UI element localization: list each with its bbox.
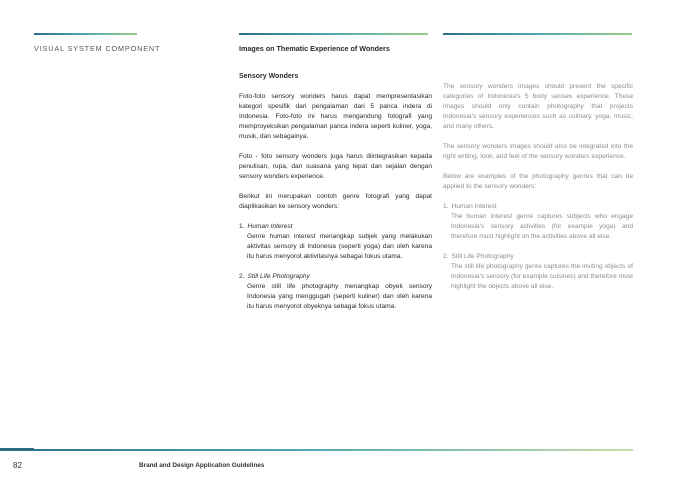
list-item xyxy=(443,252,633,292)
list-item-label xyxy=(239,222,432,232)
indonesian-column xyxy=(239,72,432,322)
en-paragraph-2: The sensory wonders images should also be integrated into the right writing, look, and feel of the sensory wonders experience. xyxy=(443,143,633,160)
english-column xyxy=(443,82,633,302)
list-number: 1. xyxy=(443,203,449,210)
section-label: VISUAL SYSTEM COMPONENT xyxy=(34,44,161,53)
genre-label: Human Interest xyxy=(247,223,293,230)
list-item-label xyxy=(443,252,633,262)
top-rule-middle xyxy=(239,33,428,35)
list-number: 2. xyxy=(443,253,449,260)
sensory-wonders-heading: Sensory Wonders xyxy=(239,73,299,80)
list-item xyxy=(239,222,432,262)
genre-label: Still Life Photography xyxy=(451,253,514,260)
list-item xyxy=(239,272,432,312)
page-title: Images on Thematic Experience of Wonders xyxy=(239,44,390,53)
id-paragraph-3: Berikut ini merupakan contoh genre fotografi yang dapat diaplikasikan ke sensory wonders: xyxy=(239,193,432,210)
list-item-label xyxy=(443,202,633,212)
genre-label: Human Interest xyxy=(451,203,497,210)
footer-doc-title: Brand and Design Application Guidelines xyxy=(139,462,265,469)
list-item-label xyxy=(239,272,432,282)
top-rule-right xyxy=(443,33,632,35)
en-paragraph-1: The sensory wonders images should present the specific categories of Indonesia's 5 body senses experience. These images should only contain photography that projects Indonesia's sensory experiences such as culinary, yoga, music, and many others. xyxy=(443,83,633,130)
list-item-description: Genre still life photography menangkap obyek sensory Indonesia yang menggugah (seperti kuliner) dan oleh karena itu harus menyorot obyeknya sebagai fokus utama. xyxy=(247,283,432,310)
page-number: 82 xyxy=(13,461,22,470)
list-number: 2. xyxy=(239,273,245,280)
footer-rule xyxy=(0,449,633,451)
en-paragraph-3: Below are examples of the photography genres that can be applied to the sensory wonders: xyxy=(443,173,633,190)
id-paragraph-1: Foto-foto sensory wonders harus dapat mempresentasikan kategori spesifik dari pengalaman dari 5 panca indera di Indonesia. Foto-foto ini harus mengandung fotografi yang memproyeksikan pengalaman panca indera seperti kuliner, yoga, musik, dan sebagainya. xyxy=(239,93,432,140)
list-number: 1. xyxy=(239,223,245,230)
top-rule-left xyxy=(34,33,137,35)
list-item-description: The still life photography genre captures the inviting objects of Indonesia's sensory (for example cuisines) and therefore must highlight the objects above all else. xyxy=(451,263,633,290)
list-item xyxy=(443,202,633,242)
footer-rule-accent xyxy=(0,448,34,451)
list-item-description: The human interest genre captures subjects who engage Indonesia's sensory activities (for example yoga) and therefore must highlight on the activities above all else. xyxy=(451,213,633,240)
list-item-description: Genre human interest menangkap subjek yang melakukan aktivitas sensory di Indonesia (seperti yoga) dan oleh karena itu harus menyorot aktivitasnya sebagai fokus utama. xyxy=(247,233,432,260)
id-paragraph-2: Foto - foto sensory wonders juga harus diintegrasikan kepada penulisan, rupa, dan suasana yang tepat dan sejalan dengan sensory wonders experience. xyxy=(239,153,432,180)
genre-label: Still Life Photography xyxy=(247,273,310,280)
